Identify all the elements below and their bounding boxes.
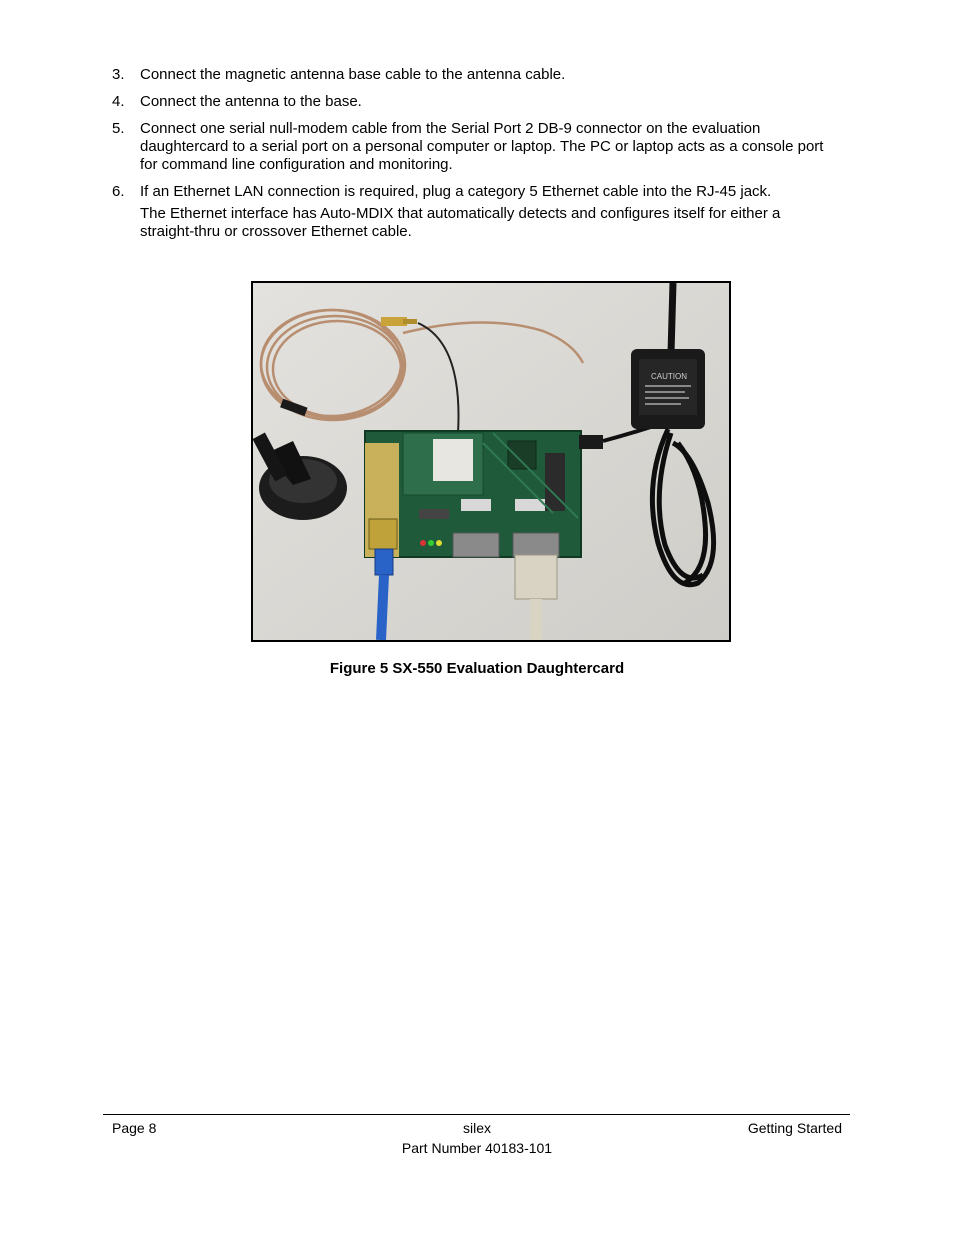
footer-company: silex [462, 1120, 491, 1136]
step-number: 5. [112, 120, 125, 137]
figure-photo [251, 281, 731, 642]
figure-caption: Figure 5 SX-550 Evaluation Daughtercard [329, 660, 625, 677]
step-text: Connect the magnetic antenna base cable to the antenna cable. [140, 66, 566, 83]
step-3 [112, 66, 832, 84]
footer-divider [103, 1114, 850, 1115]
step-number: 6. [112, 183, 125, 200]
step-text: If an Ethernet LAN connection is required, plug a category 5 Ethernet cable into the RJ-45 jack. [140, 183, 772, 200]
adapter-caution-label: CAUTION [651, 372, 687, 381]
step-text: Connect one serial null-modem cable from the Serial Port 2 DB-9 connector on the evaluation daughtercard to a serial port on a personal computer or laptop. The PC or laptop acts as a console port for command line configuration and monitoring. [140, 120, 824, 173]
step-6 [112, 183, 832, 241]
step-5 [112, 120, 832, 174]
footer-section: Getting Started [747, 1120, 842, 1136]
step-text: Connect the antenna to the base. [140, 93, 362, 110]
evaluation-board [365, 431, 581, 557]
footer-page-number: Page 8 [112, 1120, 157, 1136]
step-4 [112, 93, 832, 111]
instruction-steps [112, 66, 832, 250]
step-note: The Ethernet interface has Auto-MDIX that automatically detects and configures itself for either a straight-thru or crossover Ethernet cable. [140, 205, 781, 240]
footer-part-number: Part Number 40183-101 [401, 1140, 553, 1156]
step-number: 4. [112, 93, 125, 110]
step-number: 3. [112, 66, 125, 83]
